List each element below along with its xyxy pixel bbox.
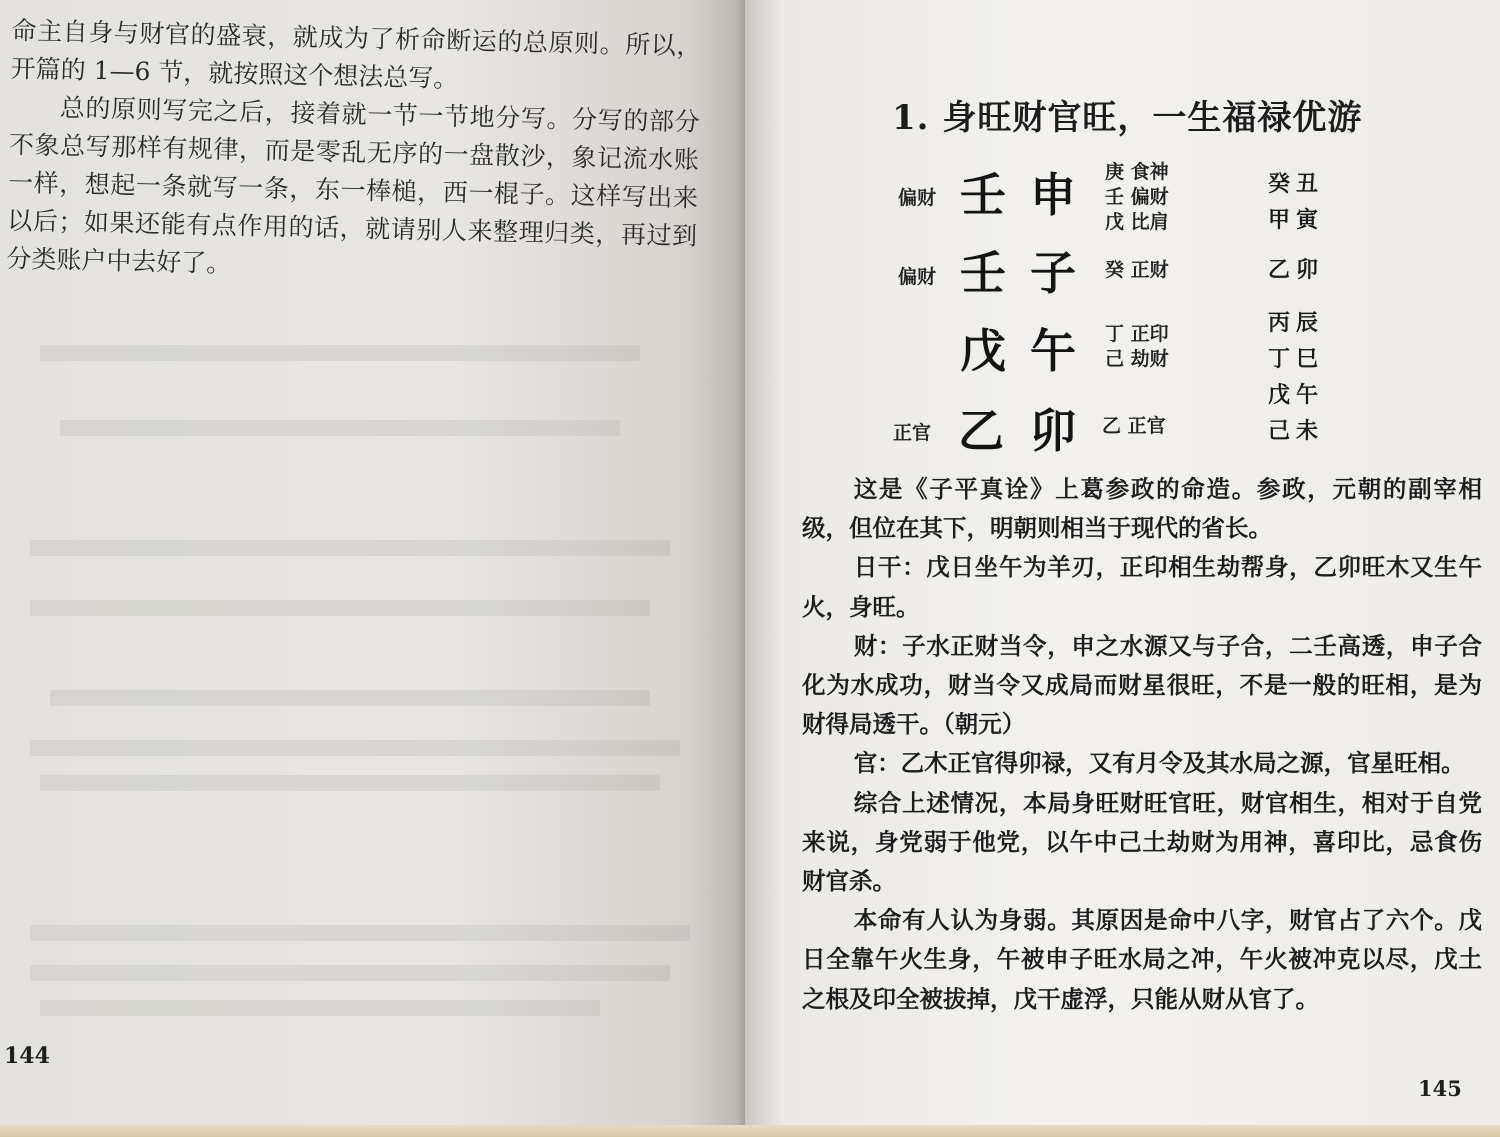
- bleed-through-line: [60, 420, 620, 436]
- earthly-branch: 卯: [1030, 404, 1076, 458]
- hidden-stem-item: 乙 正官: [1102, 415, 1166, 437]
- bleed-through-line: [30, 965, 670, 981]
- body-paragraph: 日干：戊日坐午为羊刃，正印相生劫帮身，乙卯旺木又生午火，身旺。: [802, 553, 1482, 621]
- earthly-branch: 申: [1030, 168, 1076, 222]
- luck-pillars: [1268, 252, 1324, 288]
- hidden-stem-item: 壬 偏财: [1105, 186, 1169, 208]
- luck-pillar: 丁巳: [1268, 346, 1325, 372]
- earthly-branch: 子: [1030, 246, 1076, 300]
- hidden-stem-item: 戊 比肩: [1105, 211, 1169, 233]
- bleed-through-line: [30, 740, 680, 756]
- left-page-text: [6, 12, 702, 294]
- bleed-through-line: [40, 1000, 600, 1016]
- heavenly-stem: 戊: [960, 324, 1006, 378]
- body-paragraph: 财：子水正财当令，申之水源又与子合，二壬高透，申子合化为水成功，财当令又成局而财星很旺，不是一般的旺相，是为财得局透干。（朝元）: [802, 631, 1482, 739]
- luck-pillar: 乙卯: [1268, 257, 1325, 283]
- heavenly-stem: 壬: [960, 168, 1006, 222]
- left-paragraph: 总的原则写完之后，接着就一节一节地分写。分写的部分不象总写那样有规律，而是零乱无序的一盘散沙，象记流水账一样，想起一条就写一条，东一棒槌，西一棍子。这样写出来以后；如果还能有点作用的话，就请别人来整理归类，再过到分类账户中去好了。: [6, 93, 701, 279]
- bleed-through-line: [40, 345, 640, 361]
- luck-pillar: 己未: [1268, 418, 1325, 444]
- body-paragraph: 综合上述情况，本局身旺财旺官旺，财官相生，相对于自党来说，身党弱于他党，以午中己土劫财为用神，喜印比，忌食伤财官杀。: [802, 788, 1482, 896]
- hidden-stem-item: 癸 正财: [1105, 259, 1169, 281]
- luck-pillar: 丙辰: [1268, 310, 1325, 336]
- hidden-stem-item: 丁 正印: [1105, 323, 1169, 345]
- left-paragraph: 命主自身与财官的盛衰，就成为了析命断运的总原则。所以，开篇的 1—6 节，就按照这个想法总写。: [10, 15, 702, 94]
- heavenly-stem: 壬: [960, 246, 1006, 300]
- luck-pillar: 癸丑: [1268, 171, 1325, 197]
- pillar-role: 偏财: [898, 266, 937, 288]
- bleed-through-line: [30, 600, 650, 616]
- right-page-text: [802, 470, 1482, 1019]
- hidden-stems: [1105, 160, 1169, 235]
- bleed-through-line: [50, 690, 650, 706]
- page-number-left: 144: [4, 1043, 50, 1069]
- bleed-through-line: [30, 925, 690, 941]
- hidden-stems: [1105, 322, 1169, 372]
- scan-bottom-edge: [0, 1125, 1500, 1137]
- bleed-through-line: [30, 540, 670, 556]
- luck-pillars: [1268, 166, 1324, 238]
- luck-pillars: [1268, 305, 1324, 449]
- luck-pillar: 戊午: [1268, 382, 1325, 408]
- hidden-stem-item: 庚 食神: [1105, 161, 1169, 183]
- heavenly-stem: 乙: [958, 404, 1004, 458]
- body-paragraph: 本命有人认为身弱。其原因是命中八字，财官占了六个。戊日全靠午火生身，午被申子旺水局之冲，午火被冲克以尽，戊土之根及印全被拔掉，戊干虚浮，只能从财从官了。: [802, 906, 1482, 1013]
- hidden-stem-item: 己 劫财: [1105, 348, 1169, 370]
- page-number-right: 145: [1418, 1076, 1462, 1101]
- luck-pillar: 甲寅: [1268, 207, 1325, 233]
- body-paragraph: 这是《子平真诠》上葛参政的命造。参政，元朝的副宰相级，但位在其下，明朝则相当于现代的省长。: [802, 475, 1482, 543]
- section-title: 1. 身旺财官旺，一生福禄优游: [892, 98, 1363, 138]
- body-paragraph: 官：乙木正官得卯禄，又有月令及其水局之源，官星旺相。: [853, 749, 1465, 778]
- pillar-role: 偏财: [898, 187, 937, 209]
- pillar-role: 正官: [893, 422, 932, 444]
- left-page: [0, 0, 745, 1125]
- hidden-stems: [1102, 414, 1166, 439]
- earthly-branch: 午: [1030, 324, 1076, 378]
- bleed-through-line: [40, 775, 660, 791]
- hidden-stems: [1105, 258, 1169, 283]
